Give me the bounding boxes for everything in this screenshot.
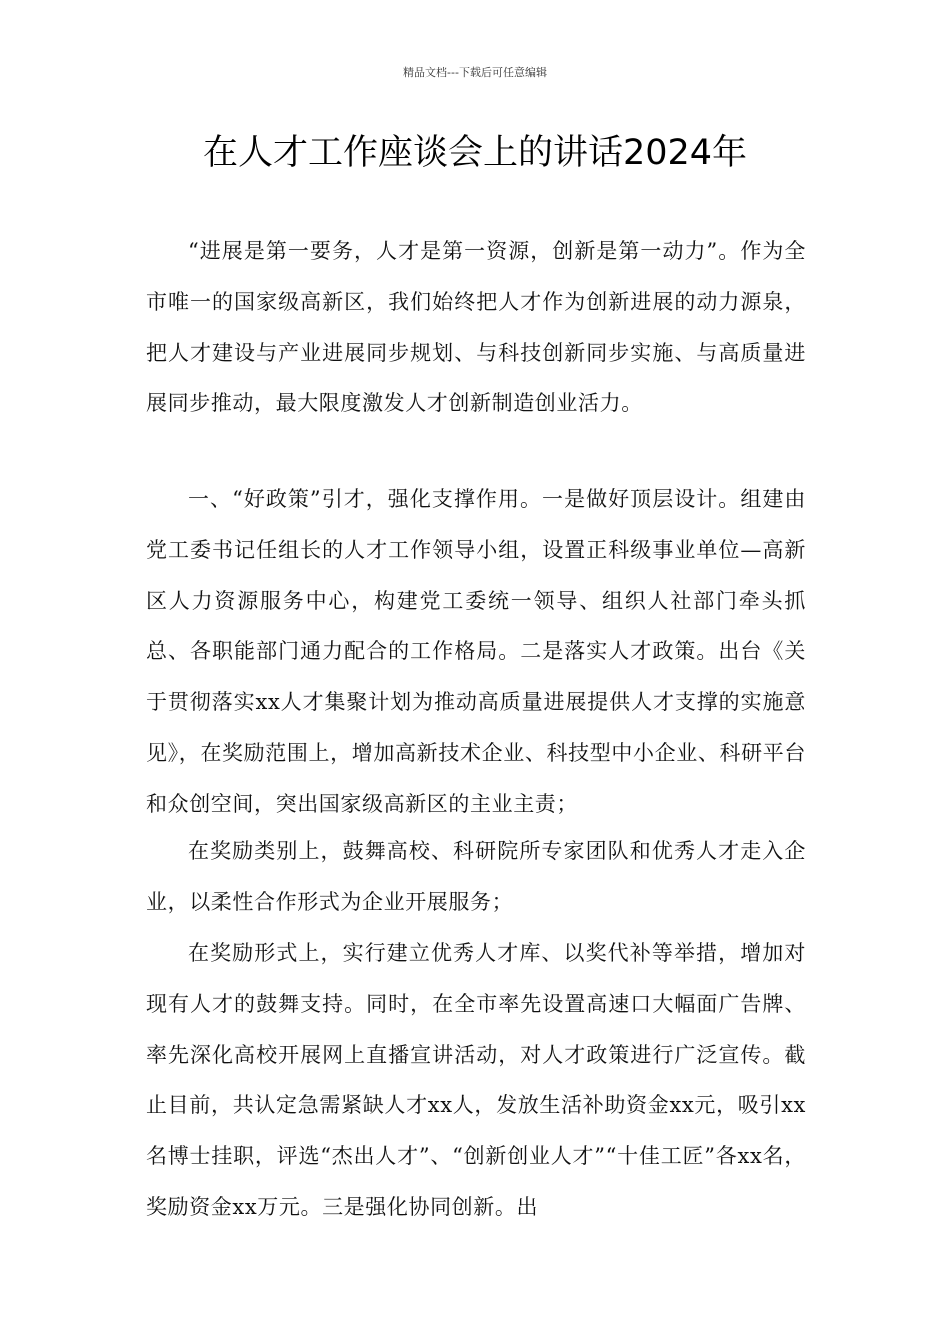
document-title: 在人才工作座谈会上的讲话2024年 [202, 133, 748, 173]
paragraph-policy: 一、“好政策”引才，强化支撑作用。一是做好顶层设计。组建由党工委书记任组长的人才工作领导小组，设置正科级事业单位—高新区人力资源服务中心，构建党工委统一领导、组织人社部门牵头抓总、各职能部门通力配合的工作格局。二是落实人才政策。出台《关于贯彻落实xx人才集聚计划为推动高质量进展提供人才支撑的实施意见》，在奖励范围上，增加高新技术企业、科技型中小企业、科研平台和众创空间，突出国家级高新区的主业主责； [146, 487, 806, 816]
paragraph-intro: “进展是第一要务，人才是第一资源，创新是第一动力”。作为全市唯一的国家级高新区，我们始终把人才作为创新进展的动力源泉，把人才建设与产业进展同步规划、与科技创新同步实施、与高质量进展同步推动，最大限度激发人才创新制造创业活力。 [146, 239, 806, 416]
paragraph-reward-category: 在奖励类别上，鼓舞高校、科研院所专家团队和优秀人才走入企业，以柔性合作形式为企业开展服务； [146, 839, 806, 914]
paragraph-reward-form: 在奖励形式上，实行建立优秀人才库、以奖代补等举措，增加对现有人才的鼓舞支持。同时，在全市率先设置高速口大幅面广告牌、率先深化高校开展网上直播宣讲活动，对人才政策进行广泛宣传。截止目前，共认定急需紧缺人才xx人，发放生活补助资金xx元，吸引xx名博士挂职，评选“杰出人才”、“创新创业人才”“十佳工匠”各xx名，奖励资金xx万元。三是强化协同创新。出 [146, 941, 806, 1219]
page-header: 精品文档---下载后可任意编辑 [403, 66, 547, 79]
